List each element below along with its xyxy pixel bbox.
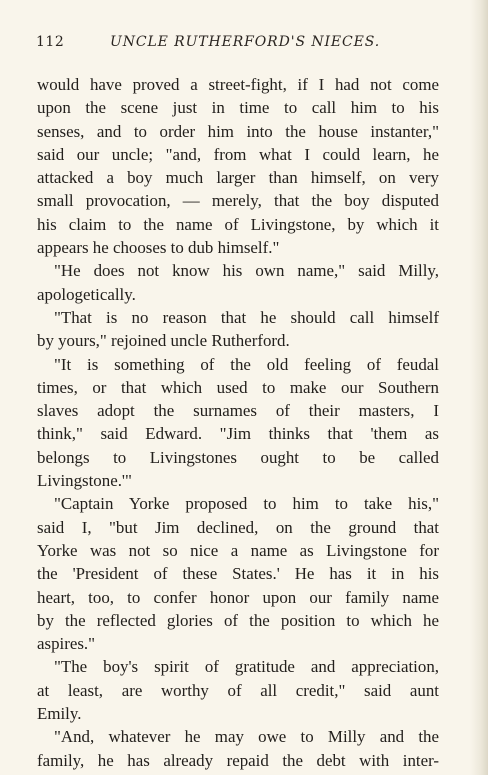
text-line: upon the scene just in time to call him to his bbox=[37, 98, 439, 118]
text-line: by the reflected glories of the position to which he bbox=[37, 610, 439, 630]
paragraph bbox=[37, 306, 439, 353]
text-line: said I, "but Jim declined, on the ground that bbox=[37, 517, 439, 537]
text-line: aspires." bbox=[37, 634, 96, 654]
text-line: Yorke was not so nice a name as Livingstone for bbox=[37, 540, 439, 560]
text-line: at least, are worthy of all credit," said aunt bbox=[37, 680, 439, 700]
text-line: "He does not know his own name," said Milly, bbox=[54, 261, 439, 281]
text-line: attacked a boy much larger than himself, on very bbox=[37, 168, 439, 188]
text-line: family, he has already repaid the debt with inter- bbox=[37, 750, 439, 770]
text-line: would have proved a street-fight, if I had not come bbox=[37, 75, 439, 94]
paragraph bbox=[37, 73, 439, 259]
text-line: times, or that which used to make our Southern bbox=[37, 377, 439, 397]
text-line: small provocation, — merely, that the boy disputed bbox=[37, 191, 439, 211]
text-line: appears he chooses to dub himself." bbox=[37, 238, 280, 258]
paragraph bbox=[37, 492, 439, 655]
text-line: Emily. bbox=[37, 704, 82, 724]
page-number: 112 bbox=[36, 34, 65, 50]
text-line: Livingstone.'" bbox=[37, 471, 132, 491]
text-line: "That is no reason that he should call himself bbox=[54, 307, 439, 327]
text-line: "The boy's spirit of gratitude and appreciation, bbox=[54, 657, 439, 677]
text-line: heart, too, to confer honor upon our family name bbox=[37, 587, 439, 607]
text-line: belongs to Livingstones ought to be called bbox=[37, 447, 439, 467]
text-line: his claim to the name of Livingstone, by which it bbox=[37, 214, 439, 234]
text-line: think," said Edward. "Jim thinks that 'them as bbox=[37, 424, 439, 444]
text-line: by yours," rejoined uncle Rutherford. bbox=[37, 331, 290, 351]
running-head: UNCLE RUTHERFORD'S NIECES. bbox=[110, 34, 381, 50]
paragraph bbox=[37, 353, 439, 493]
page-header bbox=[36, 34, 466, 54]
paragraph bbox=[37, 259, 439, 306]
text-line: "And, whatever he may owe to Milly and the bbox=[54, 727, 439, 747]
paragraph bbox=[37, 725, 439, 772]
paragraph bbox=[37, 655, 439, 725]
page-edge-shadow bbox=[470, 0, 488, 775]
text-line: "It is something of the old feeling of feudal bbox=[54, 354, 439, 374]
text-line: apologetically. bbox=[37, 284, 136, 304]
text-line: slaves adopt the surnames of their masters, I bbox=[37, 401, 439, 421]
text-line: "Captain Yorke proposed to him to take his," bbox=[54, 494, 439, 514]
text-line: said our uncle; "and, from what I could learn, he bbox=[37, 144, 439, 164]
text-line: the 'President of these States.' He has it in his bbox=[37, 564, 439, 584]
body-text bbox=[37, 73, 439, 772]
text-line: senses, and to order him into the house instanter," bbox=[37, 121, 439, 141]
